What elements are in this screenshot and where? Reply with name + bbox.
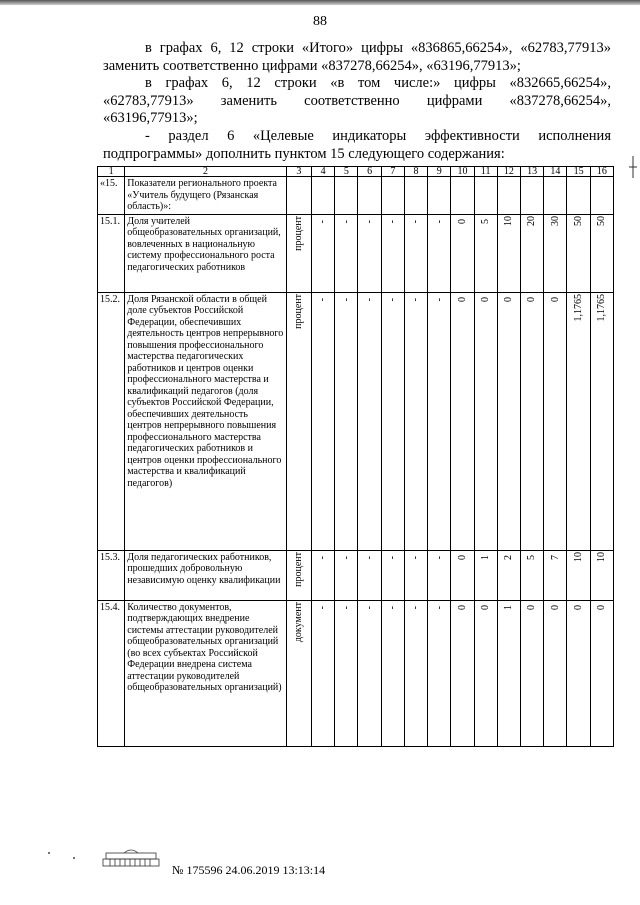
column-header: 8 [404, 167, 427, 177]
column-header: 14 [544, 167, 567, 177]
scan-speck [48, 852, 50, 854]
value-cell [451, 177, 474, 215]
value-cell [358, 292, 381, 550]
value-cell [404, 177, 427, 215]
value-text: - [340, 606, 352, 610]
value-cell [358, 214, 381, 292]
value-cell [451, 214, 474, 292]
value-text: 0 [596, 604, 608, 610]
value-cell [451, 600, 474, 746]
row-number-cell: 15.1. [98, 214, 125, 292]
value-cell [335, 292, 358, 550]
value-text: 10 [503, 215, 515, 226]
value-cell [521, 177, 544, 215]
value-cell [335, 177, 358, 215]
unit-cell [286, 292, 311, 550]
column-header: 3 [286, 167, 311, 177]
value-cell [521, 292, 544, 550]
page-number: 88 [313, 14, 327, 29]
value-text: 0 [456, 296, 468, 302]
unit-cell [286, 214, 311, 292]
value-cell [590, 214, 613, 292]
value-cell [404, 550, 427, 600]
value-text: - [410, 220, 422, 224]
value-cell [428, 550, 451, 600]
scan-edge-mark [628, 156, 638, 178]
column-header: 13 [521, 167, 544, 177]
paragraph-2 [103, 75, 611, 128]
value-text: - [317, 556, 329, 560]
value-cell [312, 292, 335, 550]
indicator-name-cell: Количество документов, подтверждающих внедрение системы аттестации руководителей общеобразовательных организаций (во всех субъектах Российской Федерации внедрена система аттестации руководителей общеобразовательных организаций) [125, 600, 287, 746]
value-cell [521, 550, 544, 600]
value-text: - [363, 220, 375, 224]
value-cell [521, 600, 544, 746]
value-text: - [363, 298, 375, 302]
scan-top-edge [0, 0, 640, 5]
table-row [98, 177, 614, 215]
value-cell [590, 177, 613, 215]
unit-cell [286, 177, 311, 215]
value-text: 0 [526, 296, 538, 302]
value-text: - [387, 220, 399, 224]
value-cell [544, 550, 567, 600]
paragraph-3-line-2: подпрограммы» дополнить пунктом 15 следующего содержания: [103, 145, 505, 162]
value-text: 10 [596, 551, 608, 562]
row-number-cell: «15. [98, 177, 125, 215]
value-text: - [340, 556, 352, 560]
table-header-row [98, 167, 614, 177]
value-cell [335, 214, 358, 292]
column-header: 7 [381, 167, 404, 177]
value-cell [567, 600, 590, 746]
unit-cell [286, 600, 311, 746]
column-header: 1 [98, 167, 125, 177]
value-cell [404, 214, 427, 292]
value-cell [381, 600, 404, 746]
value-text: 0 [456, 218, 468, 224]
row-number-cell: 15.3. [98, 550, 125, 600]
value-text: 30 [549, 215, 561, 226]
value-text: 1,1765 [596, 293, 608, 321]
value-cell [521, 214, 544, 292]
indicator-name-cell: Показатели регионального проекта «Учитель будущего (Рязанская область)»: [125, 177, 287, 215]
value-cell [335, 550, 358, 600]
value-cell [451, 550, 474, 600]
indicators-table [97, 166, 614, 747]
column-header: 12 [497, 167, 520, 177]
unit-cell [286, 550, 311, 600]
value-text: 0 [549, 604, 561, 610]
paragraph-2-line-1: в графах 6, 12 строки «в том числе:» цифры «832665,66254», [145, 75, 611, 91]
value-cell [567, 177, 590, 215]
value-text: - [317, 298, 329, 302]
value-cell [358, 177, 381, 215]
unit-label: процент [293, 215, 305, 251]
value-cell [381, 292, 404, 550]
value-text: - [363, 606, 375, 610]
value-text: 0 [572, 604, 584, 610]
column-header: 6 [358, 167, 381, 177]
value-text: 10 [572, 551, 584, 562]
value-cell [312, 214, 335, 292]
value-text: - [433, 556, 445, 560]
value-cell [590, 292, 613, 550]
value-text: 0 [549, 296, 561, 302]
value-text: - [433, 298, 445, 302]
table-row [98, 550, 614, 600]
indicator-name-cell: Доля учителей общеобразовательных организаций, вовлеченных в национальную систему профессионального роста педагогических работников [125, 214, 287, 292]
value-text: - [317, 220, 329, 224]
registration-stamp: № 175596 24.06.2019 13:13:14 [172, 863, 326, 877]
value-text: - [433, 606, 445, 610]
value-cell [474, 550, 497, 600]
value-cell [312, 550, 335, 600]
unit-label: документ [293, 601, 305, 642]
value-cell [544, 177, 567, 215]
indicator-name-cell: Доля педагогических работников, прошедших добровольную независимую оценку квалификации [125, 550, 287, 600]
value-text: 1 [479, 554, 491, 560]
paragraph-2-line-3: «63196,77913»; [103, 110, 198, 126]
value-text: - [410, 556, 422, 560]
value-cell [497, 177, 520, 215]
value-cell [312, 177, 335, 215]
column-header: 2 [125, 167, 287, 177]
value-text: - [410, 606, 422, 610]
value-text: - [387, 556, 399, 560]
value-cell [544, 292, 567, 550]
value-text: 1,1765 [572, 293, 584, 321]
value-text: 7 [549, 554, 561, 560]
column-header: 4 [312, 167, 335, 177]
value-cell [567, 292, 590, 550]
column-header: 9 [428, 167, 451, 177]
value-cell [381, 214, 404, 292]
value-cell [335, 600, 358, 746]
indicator-name-cell: Доля Рязанской области в общей доле субъектов Российской Федерации, обеспечивших деятельность центров непрерывного повышения профессионального мастерства педагогических работников и центров оценки профессионального мастерства и квалификаций педагогов (доля субъектов Российской Федерации, обеспечивших деятельность центров непрерывного повышения профессионального мастерства педагогических работников и центров оценки профессионального мастерства и квалификаций педагогов) [125, 292, 287, 550]
paragraph-1 [103, 40, 611, 75]
table-row [98, 600, 614, 746]
paragraph-3 [103, 128, 611, 163]
value-text: 0 [479, 296, 491, 302]
value-text: 0 [503, 296, 515, 302]
value-text: - [410, 298, 422, 302]
value-cell [381, 550, 404, 600]
value-cell [428, 600, 451, 746]
value-cell [497, 214, 520, 292]
value-text: 2 [503, 554, 515, 560]
unit-label: процент [293, 551, 305, 587]
value-cell [358, 550, 381, 600]
unit-label: процент [293, 293, 305, 329]
value-text: - [433, 220, 445, 224]
value-text: - [317, 606, 329, 610]
column-header: 11 [474, 167, 497, 177]
value-cell [567, 214, 590, 292]
value-cell [544, 214, 567, 292]
column-header: 10 [451, 167, 474, 177]
value-cell [474, 600, 497, 746]
paragraph-2-line-2: «62783,77913» заменить соответственно цифрами «837278,66254», [103, 92, 611, 109]
value-cell [497, 600, 520, 746]
column-header: 5 [335, 167, 358, 177]
value-text: 5 [479, 218, 491, 224]
value-text: 0 [456, 554, 468, 560]
column-header: 16 [590, 167, 613, 177]
value-cell [497, 550, 520, 600]
value-cell [497, 292, 520, 550]
row-number-cell: 15.4. [98, 600, 125, 746]
table-row [98, 214, 614, 292]
value-cell [358, 600, 381, 746]
value-text: - [387, 606, 399, 610]
value-cell [590, 550, 613, 600]
value-cell [590, 600, 613, 746]
value-cell [428, 214, 451, 292]
value-cell [428, 292, 451, 550]
value-text: 50 [596, 215, 608, 226]
value-cell [404, 600, 427, 746]
scan-speck [73, 857, 75, 859]
value-text: 0 [456, 604, 468, 610]
row-number-cell: 15.2. [98, 292, 125, 550]
value-cell [474, 177, 497, 215]
value-cell [381, 177, 404, 215]
value-text: - [340, 220, 352, 224]
value-text: 5 [526, 554, 538, 560]
table-row [98, 292, 614, 550]
value-cell [544, 600, 567, 746]
value-text: 0 [479, 604, 491, 610]
value-cell [567, 550, 590, 600]
value-text: 0 [526, 604, 538, 610]
value-cell [474, 214, 497, 292]
paragraph-1-line-2: заменить соответственно цифрами «837278,66254», «63196,77913»; [103, 57, 521, 74]
value-text: - [363, 556, 375, 560]
value-cell [428, 177, 451, 215]
value-text: 1 [503, 604, 515, 610]
value-cell [312, 600, 335, 746]
value-text: - [387, 298, 399, 302]
paragraph-3-line-1: - раздел 6 «Целевые индикаторы эффективности исполнения [145, 128, 611, 144]
value-cell [474, 292, 497, 550]
value-text: 20 [526, 215, 538, 226]
column-header: 15 [567, 167, 590, 177]
value-cell [451, 292, 474, 550]
paragraph-1-line-1: в графах 6, 12 строки «Итого» цифры «836865,66254», «62783,77913» [145, 40, 611, 56]
value-cell [404, 292, 427, 550]
document-seal-icon [102, 848, 160, 868]
value-text: - [340, 298, 352, 302]
value-text: 50 [572, 215, 584, 226]
